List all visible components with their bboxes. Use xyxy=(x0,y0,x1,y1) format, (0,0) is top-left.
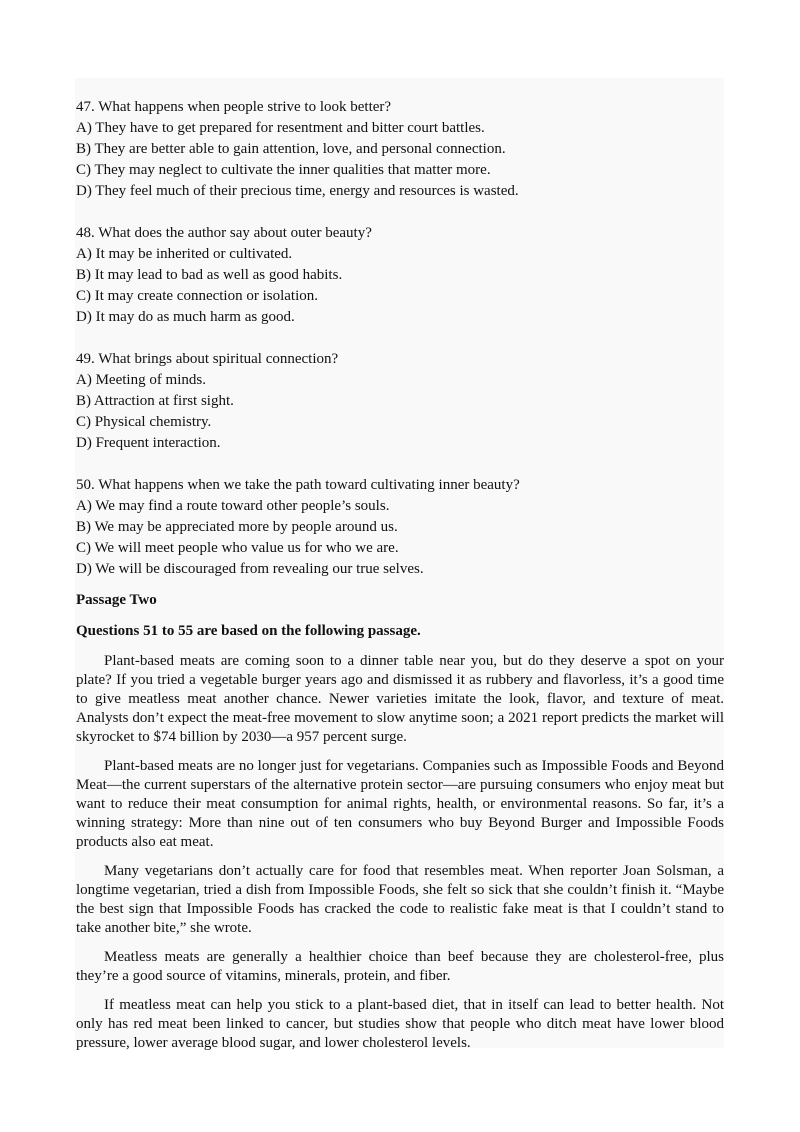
passage-paragraph-2: Plant-based meats are no longer just for vegetarians. Companies such as Impossible Foods and Beyond Meat—the current superstars of the alternative protein sector—are pursuing consumers who enjoy meat but want to reduce their meat consumption for animal rights, health, or environmental reasons. So far, it’s a winning strategy: More than nine out of ten consumers who buy Beyond Burger and Impossible Foods products also eat meat. xyxy=(76,758,724,850)
passage-paragraph-4: Meatless meats are generally a healthier choice than beef because they are cholesterol-free, plus they’re a good source of vitamins, minerals, protein, and fiber. xyxy=(76,949,724,984)
question-stem: 49. What brings about spiritual connection? xyxy=(76,351,339,367)
option-a: A) We may find a route toward other people’s souls. xyxy=(76,498,390,514)
question-50 xyxy=(76,475,724,580)
question-stem: 50. What happens when we take the path toward cultivating inner beauty? xyxy=(76,477,520,493)
option-b: B) They are better able to gain attention, love, and personal connection. xyxy=(76,141,506,157)
option-c: C) Physical chemistry. xyxy=(76,414,212,430)
option-a: A) It may be inherited or cultivated. xyxy=(76,246,293,262)
option-d: D) Frequent interaction. xyxy=(76,435,221,451)
passage-paragraph-1: Plant-based meats are coming soon to a dinner table near you, but do they deserve a spot on your plate? If you tried a vegetable burger years ago and dismissed it as rubbery and flavorless, it’s a good time to give meatless meat another chance. Newer varieties imitate the look, flavor, and texture of meat. Analysts don’t expect the meat-free movement to slow anytime soon; a 2021 report predicts the market will skyrocket to $74 billion by 2030—a 957 percent surge. xyxy=(76,653,724,745)
question-49 xyxy=(76,349,724,454)
option-b: B) Attraction at first sight. xyxy=(76,393,234,409)
option-c: C) They may neglect to cultivate the inner qualities that matter more. xyxy=(76,162,491,178)
passage-title: Passage Two xyxy=(76,592,157,608)
option-c: C) We will meet people who value us for who we are. xyxy=(76,540,399,556)
passage-instruction: Questions 51 to 55 are based on the following passage. xyxy=(76,623,421,639)
option-a: A) Meeting of minds. xyxy=(76,372,206,388)
question-47 xyxy=(76,97,724,202)
option-d: D) They feel much of their precious time, energy and resources is wasted. xyxy=(76,183,519,199)
option-a: A) They have to get prepared for resentment and bitter court battles. xyxy=(76,120,485,136)
question-48 xyxy=(76,223,724,328)
option-c: C) It may create connection or isolation. xyxy=(76,288,318,304)
document-body xyxy=(76,97,724,1063)
question-stem: 47. What happens when people strive to look better? xyxy=(76,99,392,115)
option-d: D) We will be discouraged from revealing our true selves. xyxy=(76,561,424,577)
passage-paragraph-3: Many vegetarians don’t actually care for food that resembles meat. When reporter Joan Solsman, a longtime vegetarian, tried a dish from Impossible Foods, she felt so sick that she couldn’t finish it. “Maybe the best sign that Impossible Foods has cracked the code to realistic fake meat is that I couldn’t stand to take another bite,” she wrote. xyxy=(76,863,724,936)
option-b: B) We may be appreciated more by people around us. xyxy=(76,519,398,535)
option-d: D) It may do as much harm as good. xyxy=(76,309,295,325)
question-stem: 48. What does the author say about outer beauty? xyxy=(76,225,372,241)
passage-paragraph-5: If meatless meat can help you stick to a plant-based diet, that in itself can lead to better health. Not only has red meat been linked to cancer, but studies show that people who ditch meat have lower blood pressure, lower average blood sugar, and lower cholesterol levels. xyxy=(76,997,724,1051)
option-b: B) It may lead to bad as well as good habits. xyxy=(76,267,343,283)
